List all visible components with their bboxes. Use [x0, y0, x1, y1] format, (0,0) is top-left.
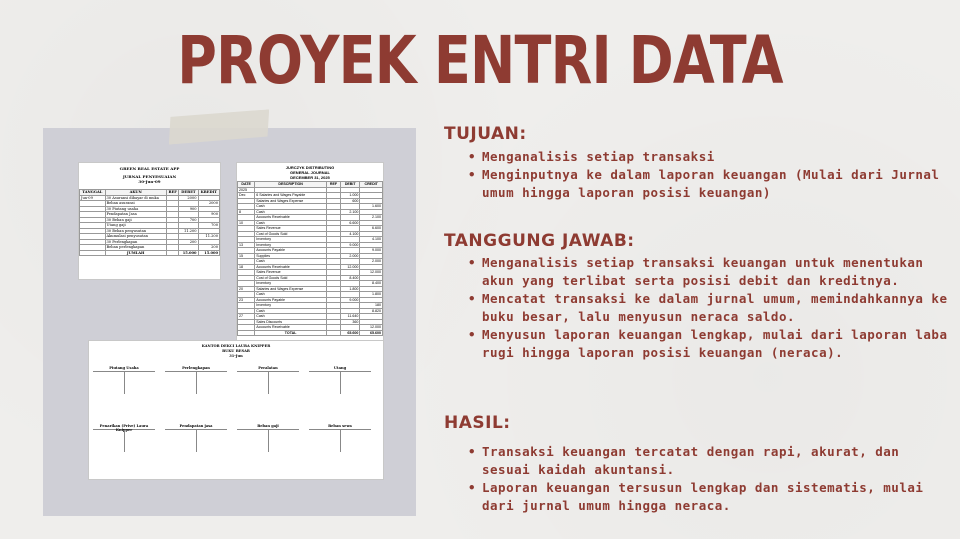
- tanggung-jawab-item: • Mencatat transaksi ke dalam jurnal umum, memindahkannya ke buku besar, lalu menyusun neraca saldo.: [466, 290, 948, 326]
- doc2-column-header: CREDIT: [360, 182, 383, 188]
- tujuan-item: • Menginputnya ke dalam laporan keuangan (Mulai dari Jurnal umum hingga laporan posisi keuangan): [466, 166, 948, 202]
- table-cell: Inventory: [255, 237, 327, 243]
- doc3-heading: BUKU BESAR: [222, 349, 250, 353]
- t-account-divider: [268, 430, 269, 452]
- table-cell: Inventory: [255, 281, 327, 287]
- table-cell: Accounts Receivable: [255, 215, 327, 221]
- doc1-column-header: TANGGAL: [80, 190, 106, 196]
- t-account-divider: [124, 430, 125, 452]
- table-cell: 1.800: [360, 292, 383, 298]
- table-cell: Accounts Payable: [255, 248, 327, 254]
- ledger-account: [165, 366, 227, 414]
- table-cell: 200: [179, 239, 198, 245]
- table-cell: 1.800: [341, 286, 360, 292]
- total-cell: [238, 330, 255, 336]
- ledger-account: [165, 424, 227, 472]
- tanggung-jawab-item: • Menyusun laporan keuangan lengkap, mulai dari laporan laba rugi hingga laporan posisi keuangan (neraca).: [466, 326, 948, 362]
- doc2-column-header: DATE: [238, 182, 255, 188]
- table-cell: 10: [238, 220, 255, 226]
- table-cell: 2000: [179, 195, 198, 201]
- doc2-column-header: REF: [327, 182, 341, 188]
- ledger-account-name: Penarikan (Prive) Laura Knipper: [99, 424, 149, 432]
- table-cell: Cash: [255, 308, 327, 314]
- table-cell: Accounts Payable: [255, 297, 327, 303]
- ledger-account: [93, 424, 155, 472]
- table-cell: 900: [179, 206, 198, 212]
- table-cell: 2.000: [360, 259, 383, 265]
- table-cell: 9.000: [360, 248, 383, 254]
- ledger-account: [237, 366, 299, 414]
- general-ledger-document: [88, 340, 384, 480]
- table-cell: Salaries and Wages Expense: [255, 286, 327, 292]
- ledger-account: [237, 424, 299, 472]
- total-cell: [327, 330, 341, 336]
- table-cell: 6.600: [360, 226, 383, 232]
- total-cell: 15.000: [179, 250, 198, 256]
- t-account-divider: [196, 430, 197, 452]
- doc2-heading: GENERAL JOURNAL: [290, 170, 330, 175]
- table-cell: Inventory: [255, 242, 327, 248]
- table-cell: 11.640: [341, 314, 360, 320]
- total-row: [80, 250, 220, 256]
- hasil-list: [466, 443, 948, 515]
- table-cell: Sales Revenue: [255, 226, 327, 232]
- section-heading-hasil: HASIL:: [444, 413, 511, 433]
- hasil-item: • Laporan keuangan tersusun lengkap dan sistematis, mulai dari jurnal umum hingga neraca.: [466, 479, 948, 515]
- table-cell: Cash: [255, 259, 327, 265]
- table-cell: 8.400: [341, 275, 360, 281]
- doc1-heading: JURNAL PENYESUAIAN: [122, 174, 177, 179]
- section-heading-tujuan: TUJUAN:: [444, 124, 527, 144]
- table-cell: 30 Perlengkapan: [105, 239, 166, 245]
- table-cell: 30 Piutang usaha: [105, 206, 166, 212]
- total-row: [238, 330, 383, 336]
- table-cell: 12.000: [360, 270, 383, 276]
- table-cell: Dec: [238, 193, 255, 199]
- table-cell: 2.100: [360, 215, 383, 221]
- table-cell: 23: [238, 297, 255, 303]
- doc3-date: 31-Jun: [229, 354, 243, 358]
- table-cell: 6.600: [341, 220, 360, 226]
- total-cell: JUMLAH: [105, 250, 166, 256]
- table-cell: Sales Discounts: [255, 319, 327, 325]
- t-account-divider: [268, 372, 269, 394]
- doc2-date: DECEMBER 31, 2025: [290, 175, 330, 180]
- table-cell: 15: [238, 253, 255, 259]
- table-cell: Inventory: [255, 303, 327, 309]
- table-cell: 2.100: [341, 209, 360, 215]
- table-cell: 700: [198, 223, 219, 229]
- table-cell: 2.000: [341, 253, 360, 259]
- table-cell: 8.400: [360, 281, 383, 287]
- ledger-grid: [93, 361, 379, 475]
- ledger-account-name: Piutang Usaha: [109, 366, 139, 370]
- doc2-column-header: DESCRIPTION: [255, 182, 327, 188]
- table-cell: Akumulasi penyusutan: [105, 234, 166, 240]
- tanggung-jawab-item: • Menganalisis setiap transaksi keuangan untuk menentukan akun yang terlibat serta posisi debit dan kreditnya.: [466, 254, 948, 290]
- table-cell: Salaries and Wages Expense: [255, 198, 327, 204]
- doc1-company: GREEN REAL ESTATE APP: [119, 166, 180, 171]
- ledger-account: [309, 366, 371, 414]
- table-cell: 200: [198, 245, 219, 251]
- doc2-table: [237, 181, 383, 336]
- ledger-account: [93, 366, 155, 414]
- ledger-account-name: Perlengkapan: [182, 366, 210, 370]
- table-cell: 12.000: [341, 264, 360, 270]
- table-cell: Accounts Receivable: [255, 325, 327, 331]
- table-cell: 27: [238, 314, 255, 320]
- table-cell: 13: [238, 242, 255, 248]
- doc1-date: 30-Jun-09: [138, 179, 161, 184]
- total-cell: [80, 250, 106, 256]
- table-cell: 30 Asuransi dibayar di muka: [105, 195, 166, 201]
- hasil-item: • Transaksi keuangan tercatat dengan rapi, akurat, dan sesuai kaidah akuntansi.: [466, 443, 948, 479]
- table-cell: 2025: [238, 187, 255, 193]
- total-cell: 65.600: [360, 330, 383, 336]
- table-cell: 11.200: [198, 234, 219, 240]
- total-cell: [166, 250, 179, 256]
- table-cell: Cost of Goods Sold: [255, 231, 327, 237]
- ledger-account: [309, 424, 371, 472]
- t-account-divider: [340, 430, 341, 452]
- doc1-column-header: DEBET: [179, 190, 198, 196]
- adjusting-journal-document: [78, 162, 221, 280]
- tujuan-list: [466, 148, 948, 202]
- ledger-account-name: Beban gaji: [257, 424, 279, 428]
- table-cell: 9.000: [341, 242, 360, 248]
- doc1-column-header: AKUN: [105, 190, 166, 196]
- table-cell: Beban asuransi: [105, 201, 166, 207]
- tujuan-item: • Menganalisis setiap transaksi: [466, 148, 948, 166]
- table-cell: 1.600: [360, 204, 383, 210]
- t-account-divider: [124, 372, 125, 394]
- table-cell: Cash: [255, 292, 327, 298]
- table-cell: 8: [238, 209, 255, 215]
- doc3-company: KANTOR DEKCI LAURA KNIPPER: [201, 344, 271, 348]
- ledger-account-name: Pendapatan jasa: [179, 424, 213, 428]
- tanggung-jawab-list: [466, 254, 948, 362]
- section-heading-tanggung-jawab: TANGGUNG JAWAB:: [444, 231, 635, 251]
- total-cell: 15.000: [198, 250, 219, 256]
- table-cell: Cash: [255, 220, 327, 226]
- table-cell: 18: [238, 264, 255, 270]
- table-cell: 1.000: [341, 193, 360, 199]
- table-cell: Utang gaji: [105, 223, 166, 229]
- table-cell: 11.200: [179, 228, 198, 234]
- table-cell: Pendapatan Jasa: [105, 212, 166, 218]
- table-cell: 600: [341, 198, 360, 204]
- doc1-table: [79, 189, 220, 256]
- table-cell: Beban perlengkapan: [105, 245, 166, 251]
- doc2-column-header: DEBIT: [341, 182, 360, 188]
- ledger-account-name: Peralatan: [258, 366, 278, 370]
- table-cell: Cash: [255, 209, 327, 215]
- general-journal-document: [236, 162, 384, 344]
- table-cell: 30 Beban gaji: [105, 217, 166, 223]
- table-cell: Jun-09: [80, 195, 106, 201]
- t-account-divider: [340, 372, 341, 394]
- slide-title: PROYEK ENTRI DATA: [177, 22, 783, 99]
- table-cell: 360: [341, 319, 360, 325]
- table-cell: 8.820: [360, 308, 383, 314]
- doc2-company: JURCZYK DISTRIBUTING: [285, 165, 335, 170]
- ledger-account-name: Beban sewa: [328, 424, 352, 428]
- table-cell: Accounts Receivable: [255, 264, 327, 270]
- total-cell: 65.600: [341, 330, 360, 336]
- table-cell: 12.000: [360, 325, 383, 331]
- doc1-column-header: REF: [166, 190, 179, 196]
- table-cell: 6 Salaries and Wages Payable: [255, 193, 327, 199]
- table-cell: 180: [360, 303, 383, 309]
- table-cell: Sales Revenue: [255, 270, 327, 276]
- ledger-account-name: Utang: [333, 366, 347, 370]
- table-cell: 9.000: [341, 297, 360, 303]
- t-account-divider: [196, 372, 197, 394]
- table-cell: 30 Beban penyusutan: [105, 228, 166, 234]
- table-cell: 700: [179, 217, 198, 223]
- table-cell: Cost of Goods Sold: [255, 275, 327, 281]
- table-cell: Cash: [255, 204, 327, 210]
- doc1-column-header: KREDIT: [198, 190, 219, 196]
- table-cell: 20: [238, 286, 255, 292]
- table-cell: Cash: [255, 314, 327, 320]
- table-cell: 4.100: [360, 237, 383, 243]
- table-cell: 900: [198, 212, 219, 218]
- table-cell: Supplies: [255, 253, 327, 259]
- total-cell: TOTAL: [255, 330, 327, 336]
- table-cell: 2000: [198, 201, 219, 207]
- table-cell: 4.100: [341, 231, 360, 237]
